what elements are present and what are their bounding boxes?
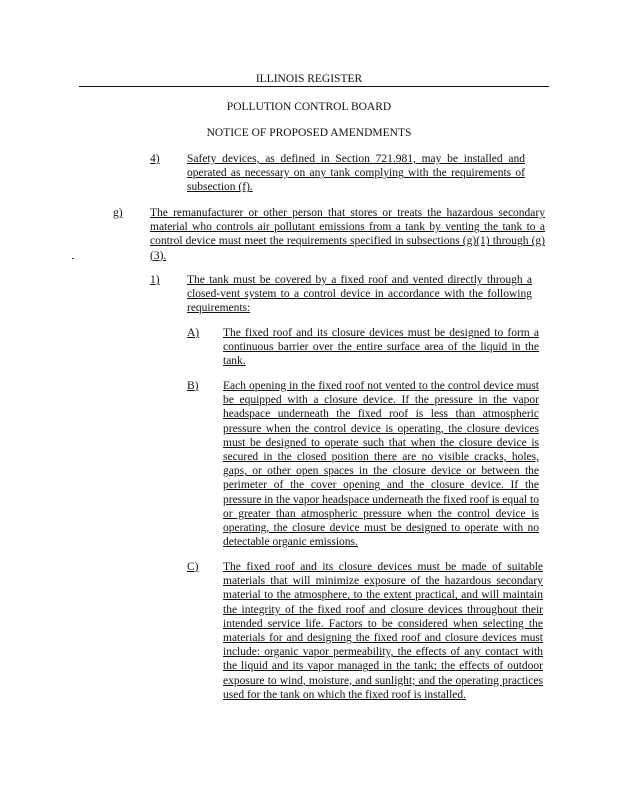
notice-title: NOTICE OF PROPOSED AMENDMENTS (206, 127, 412, 139)
item-4-text: Safety devices, as defined in Section 721.981, may be installed and operated as necessary on any tank complying with the requirements of subsection (f). (187, 153, 525, 194)
item-g-label: g) (113, 207, 123, 219)
header-rule (79, 86, 549, 87)
item-b-label: B) (187, 380, 199, 392)
item-g-text: The remanufacturer or other person that stores or treats the hazardous secondary material who controls air pollutant emissions from a tank by venting the tank to a control device must meet the requirements specified in subsections (g)(1) through (g)(3). (150, 207, 545, 262)
item-c-label: C) (187, 561, 199, 573)
item-g1-label: 1) (150, 274, 160, 286)
item-a-label: A) (187, 327, 200, 339)
register-title: ILLINOIS REGISTER (255, 73, 363, 85)
board-title: POLLUTION CONTROL BOARD (226, 101, 392, 113)
item-4-label: 4) (150, 153, 160, 165)
item-a-text: The fixed roof and its closure devices must be designed to form a continuous barrier over the entire surface area of the liquid in the tank. (223, 327, 539, 368)
item-b-text: Each opening in the fixed roof not vented to the control device must be equipped with a closure device. If the pressure in the vapor headspace underneath the fixed roof is less than atmospheric pressure when the control device is operating, the closure devices must be designed to operate such that when the closure device is secured in the closed position there are no visible cracks, holes, gaps, or other open spaces in the closure device or between the perimeter of the cover opening and the closure device. If the pressure in the vapor headspace underneath the fixed roof is equal to or greater than atmospheric pressure when the control device is operating, the closure device must be designed to operate with no detectable organic emissions. (223, 380, 539, 549)
scan-speck (72, 258, 74, 259)
item-g1-text: The tank must be covered by a fixed roof and vented directly through a closed-vent system to a control device in accordance with the following requirements: (187, 274, 532, 315)
item-c-text: The fixed roof and its closure devices must be made of suitable materials that will minimize exposure of the hazardous secondary material to the atmosphere, to the extent practical, and will maintain the integrity of the fixed roof and closure devices throughout their intended service life. Factors to be considered when selecting the materials for and designing the fixed roof and closure devices must include: organic vapor permeability, the effects of any contact with the liquid and its vapor managed in the tank; the effects of outdoor exposure to wind, moisture, and sunlight; and the operating practices used for the tank on which the fixed roof is installed. (223, 561, 543, 701)
